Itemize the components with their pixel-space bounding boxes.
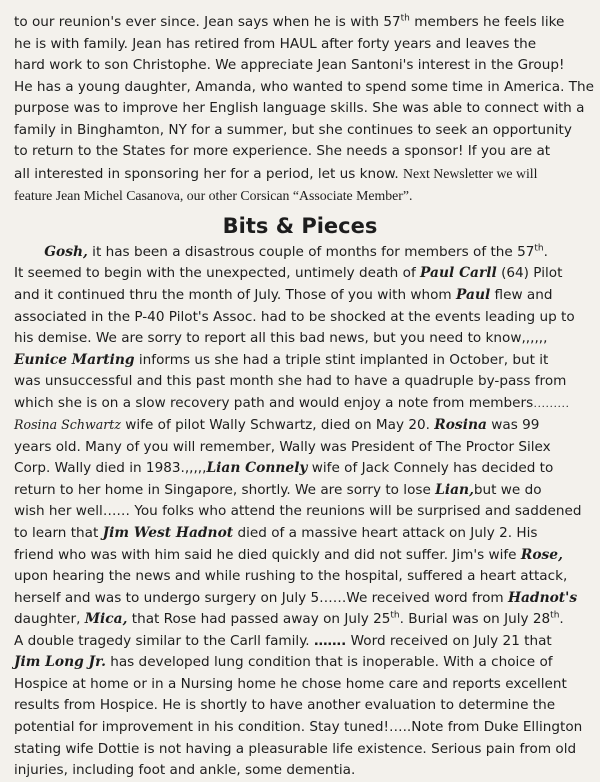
- text-line: hard work to son Christophe. We appreciate Jean Santoni's interest in the Group!: [14, 57, 565, 74]
- text-line: results from Hospice. He is shortly to have another evaluation to determine the: [14, 697, 556, 714]
- text-line: associated in the P-40 Pilot's Assoc. had to be shocked at the events leading up to: [14, 308, 575, 325]
- text-line: stating wife Dottie is not having a pleasurable life existence. Serious pain from old: [14, 740, 577, 757]
- intro-paragraph: [14, 12, 595, 207]
- text-line: upon hearing the news and while rushing to the hospital, suffered a heart attack,: [14, 568, 568, 585]
- text-line: Corp. Wally died in 1983.,,,,,Lian Connely wife of Jack Connely has decided to: [14, 460, 554, 477]
- text-line: Hospice at home or in a Nursing home he chose home care and reports excellent: [14, 675, 567, 692]
- person-name: Hadnot's: [507, 589, 578, 606]
- text-line: injuries, including foot and ankle, some dementia.: [14, 762, 356, 779]
- person-name: Jim West Hadnot: [102, 525, 234, 542]
- person-name: Paul Carll: [420, 265, 497, 282]
- text-line: A double tragedy similar to the Carll family. ……. Word received on July 21 that: [14, 632, 552, 649]
- text-line: to return to the States for more experience. She needs a sponsor! If you are at: [14, 143, 551, 160]
- person-name: Rose,: [520, 546, 563, 563]
- text-line: return to her home in Singapore, shortly. We are sorry to lose Lian,but we do: [14, 481, 542, 498]
- person-name: Mica,: [84, 611, 128, 628]
- text-line: to learn that Jim West Hadnot died of a massive heart attack on July 2. His: [14, 525, 538, 542]
- text-line: herself and was to undergo surgery on July 5……We received word from Hadnot's: [14, 589, 578, 606]
- person-name: Lian Connely: [206, 460, 308, 477]
- text-line: wish her well…… You folks who attend the reunions will be surprised and saddened: [14, 503, 582, 520]
- text-line: friend who was with him said he died quickly and did not suffer. Jim's wife Rose,: [14, 546, 563, 563]
- text-line: years old. Many of you will remember, Wally was President of The Proctor Silex: [14, 438, 551, 455]
- text-line: He has a young daughter, Amanda, who wanted to spend some time in America. The: [14, 78, 595, 95]
- text-line: which she is on a slow recovery path and would enjoy a note from members………: [14, 394, 570, 411]
- text-line: Rosina Schwartz wife of pilot Wally Schwartz, died on May 20. Rosina was 99: [14, 417, 540, 434]
- person-name: Rosina Schwartz: [14, 417, 121, 433]
- text-line: Gosh, it has been a disastrous couple of months for members of the 57th.: [44, 243, 548, 260]
- text-line: potential for improvement in his condition. Stay tuned!…..Note from Duke Ellington: [14, 718, 583, 735]
- person-name: Jim Long Jr.: [14, 654, 106, 671]
- text-line: was unsuccessful and this past month she had to have a quadruple by-pass from: [14, 373, 567, 390]
- text-line: purpose was to improve her English language skills. She was able to connect with a: [14, 100, 585, 117]
- person-name: Lian,: [435, 481, 474, 498]
- person-name: Eunice Marting: [14, 351, 135, 368]
- text-line: he is with family. Jean has retired from HAUL after forty years and leaves the: [14, 35, 537, 52]
- section-heading: Bits & Pieces: [222, 213, 378, 238]
- text-line: feature Jean Michel Casanova, our other Corsican “Associate Member”.: [14, 188, 413, 204]
- text-line: daughter, Mica, that Rose had passed away on July 25th. Burial was on July 28th.: [14, 610, 564, 628]
- text-line: It seemed to begin with the unexpected, untimely death of Paul Carll (64) Pilot: [14, 265, 563, 282]
- text-line: Jim Long Jr. has developed lung condition that is inoperable. With a choice of: [14, 654, 553, 671]
- bits-paragraph: [14, 242, 586, 782]
- text-line: and it continued thru the month of July. Those of you with whom Paul flew and: [14, 287, 553, 304]
- text-line: all interested in sponsoring her for a period, let us know. Next Newsletter we will: [14, 165, 538, 182]
- text-line: family in Binghamton, NY for a summer, but she continues to seek an opportunity: [14, 121, 572, 138]
- text-line: Eunice Marting informs us she had a triple stint implanted in October, but it: [14, 351, 549, 368]
- person-name: Rosina: [434, 417, 487, 434]
- text-line: to our reunion's ever since. Jean says when he is with 57th members he feels like: [14, 13, 565, 30]
- text-line: his demise. We are sorry to report all this bad news, but you need to know,,,,,,: [14, 330, 548, 347]
- person-name: Paul: [456, 287, 491, 304]
